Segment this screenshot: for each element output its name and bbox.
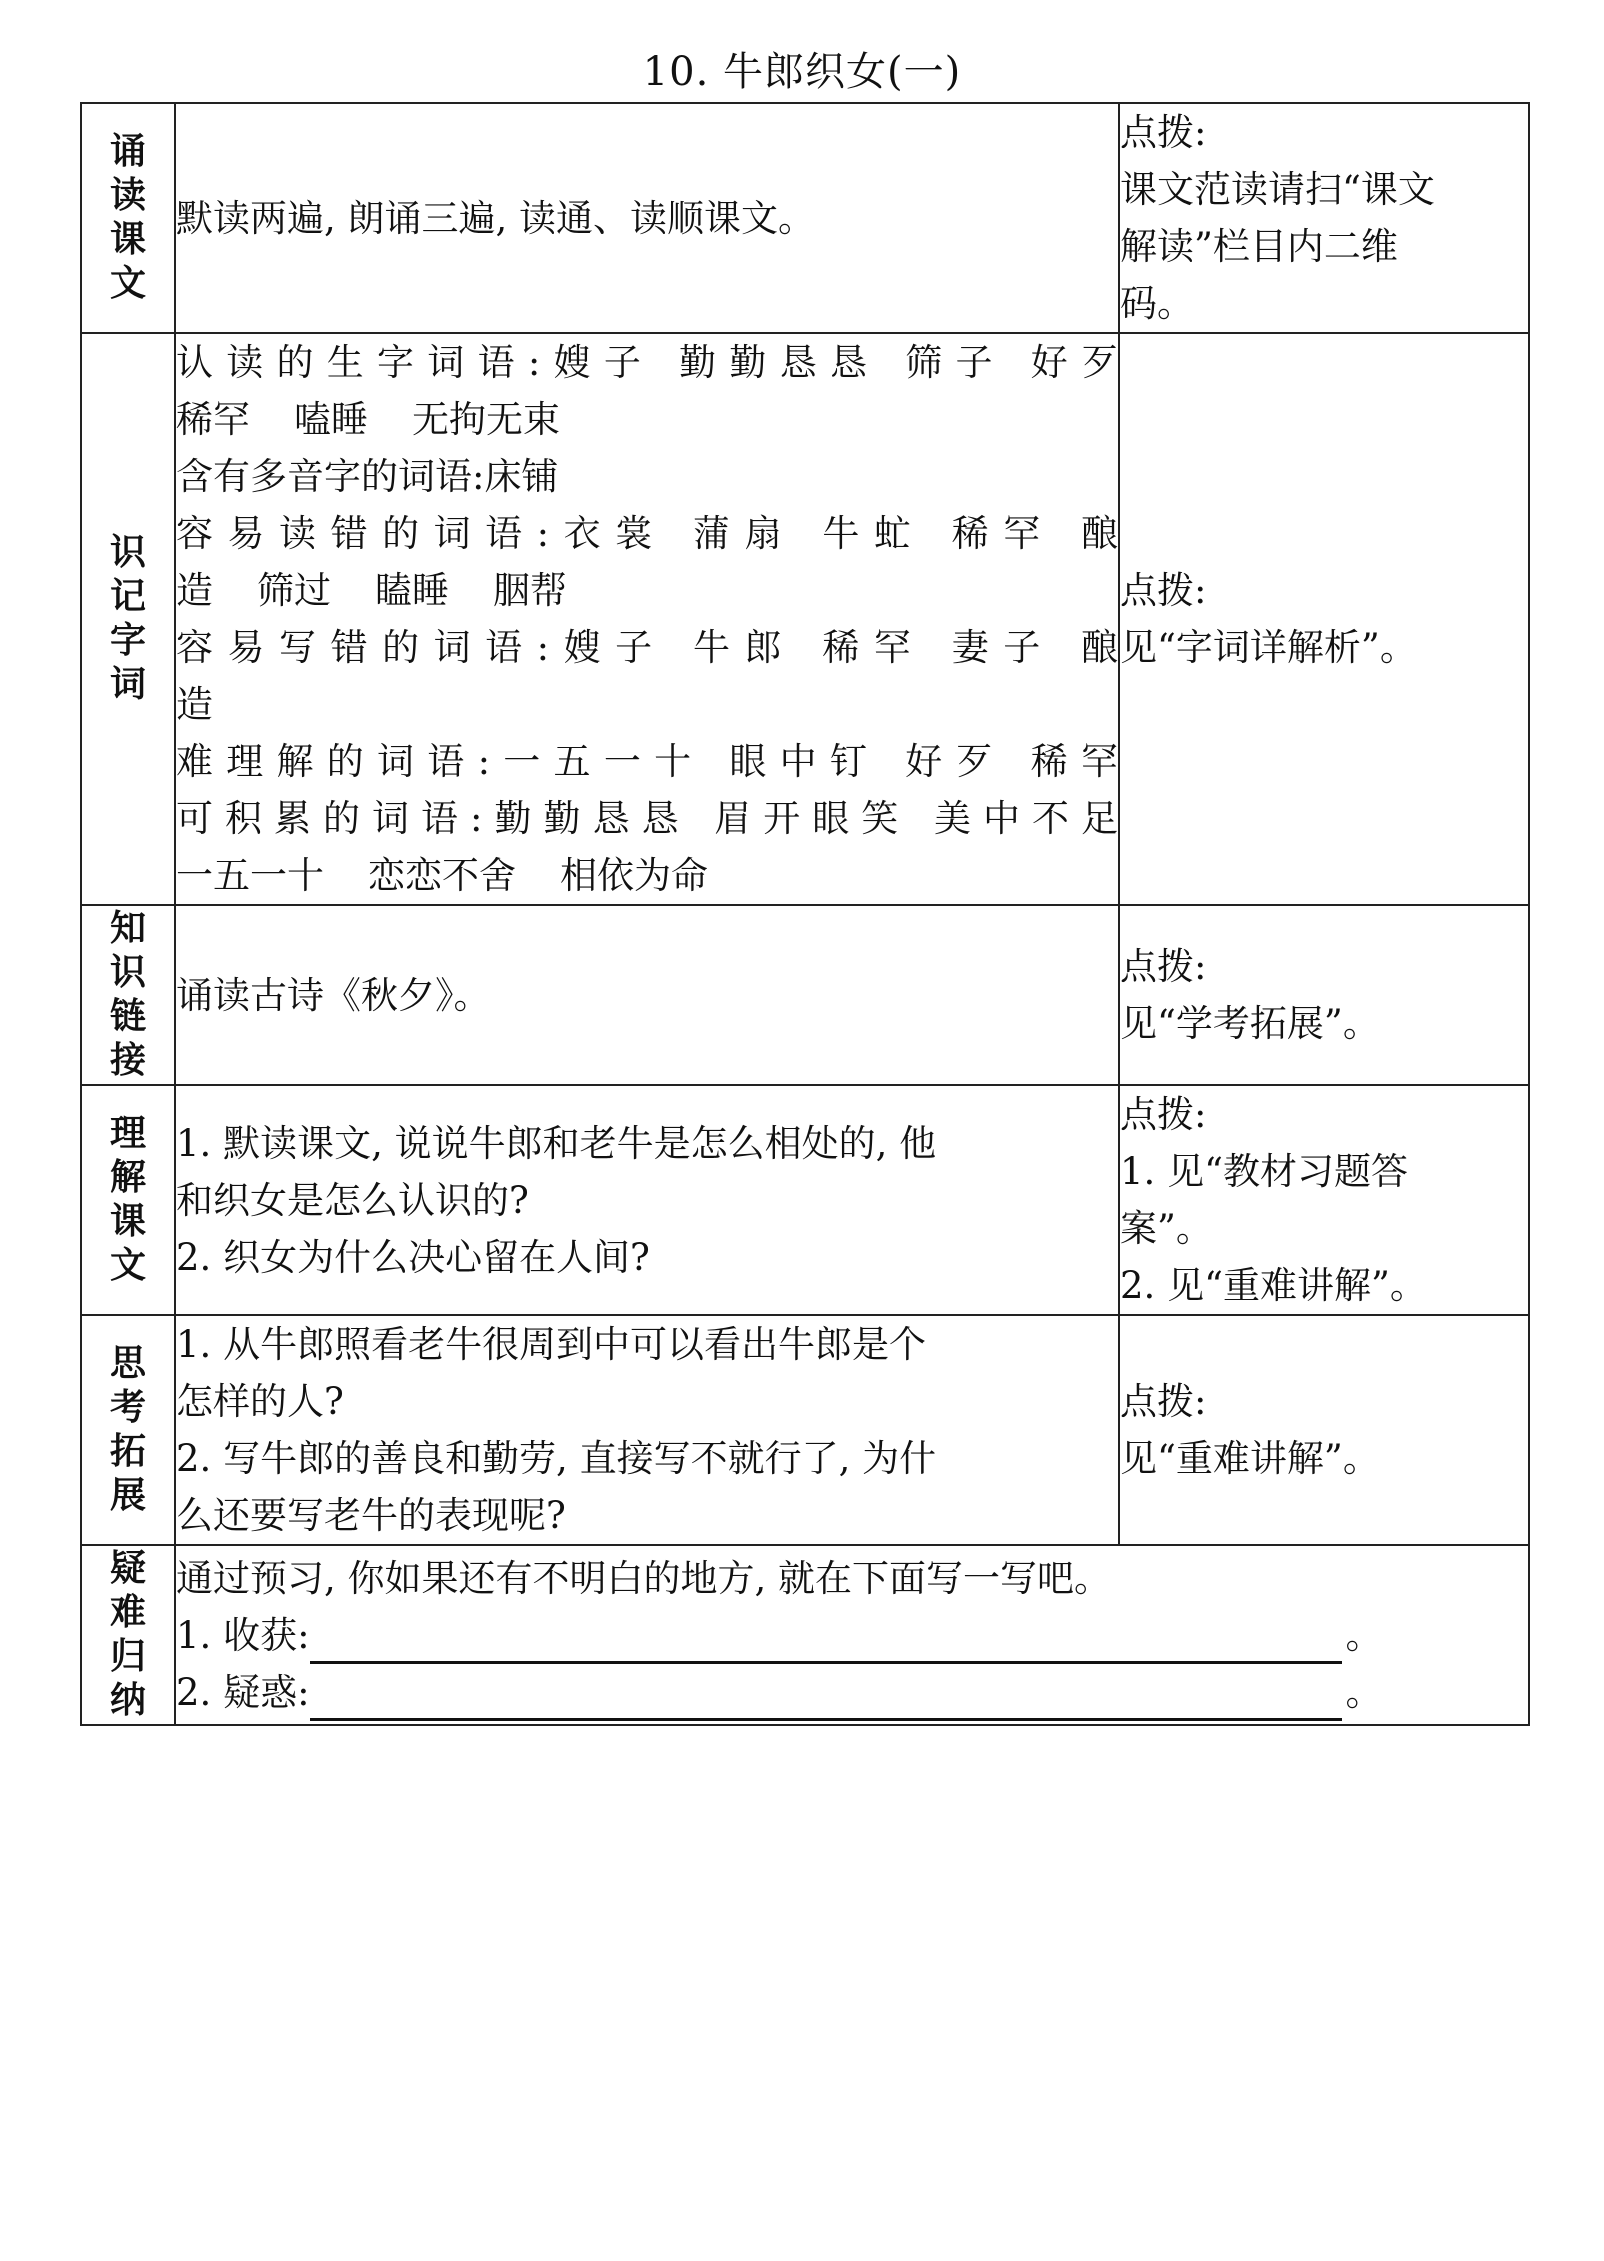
gains-end: 。 <box>1345 1613 1383 1657</box>
content-line: 默读两遍, 朗诵三遍, 读通、读顺课文。 <box>176 196 816 240</box>
tip-line: 课文范读请扫“课文 <box>1120 168 1435 211</box>
content-line: 么还要写老牛的表现呢? <box>176 1494 566 1537</box>
row-label-cell <box>81 103 175 333</box>
row-tip-cell <box>1119 905 1529 1085</box>
doubts-end: 。 <box>1345 1670 1383 1714</box>
row-label-cell <box>81 333 175 905</box>
tip-line: 2. 见“重难讲解”。 <box>1120 1264 1427 1307</box>
tip-line: 点拨: <box>1120 1380 1207 1423</box>
table-row-summary <box>81 1545 1529 1725</box>
tip-line: 解读”栏目内二维 <box>1120 225 1398 268</box>
doubts-input-line[interactable] <box>310 1674 1342 1721</box>
vocab-line: 可积累的词语:勤勤恳恳 眉开眼笑 美中不足 <box>176 797 1118 840</box>
doubts-field <box>176 1664 1528 1721</box>
vocab-line: 容易读错的词语:衣裳 蒲扇 牛虻 稀罕 酿 <box>176 512 1119 555</box>
row-label: 理 解 课 文 <box>109 1113 146 1286</box>
row-label: 知 识 链 接 <box>109 908 146 1081</box>
table-row-vocabulary <box>81 333 1529 905</box>
gains-input-line[interactable] <box>310 1617 1342 1664</box>
row-content-cell <box>175 905 1119 1085</box>
row-label-cell <box>81 905 175 1085</box>
table-row-knowledge-link <box>81 905 1529 1085</box>
preview-worksheet-table <box>80 102 1530 1726</box>
row-label-cell <box>81 1545 175 1725</box>
row-label-cell <box>81 1085 175 1315</box>
tip-line: 案”。 <box>1120 1207 1213 1250</box>
tip-line: 点拨: <box>1120 1093 1207 1136</box>
tip-line: 码。 <box>1120 282 1194 325</box>
vocab-line: 一五一十 恋恋不舍 相依为命 <box>176 854 708 897</box>
row-tip-cell <box>1119 1085 1529 1315</box>
tip-line: 点拨: <box>1120 111 1207 154</box>
summary-content-cell <box>175 1545 1529 1725</box>
content-line: 和织女是怎么认识的? <box>176 1178 529 1222</box>
content-line: 怎样的人? <box>176 1380 344 1423</box>
vocab-line: 稀罕 嗑睡 无拘无束 <box>176 398 560 441</box>
vocab-line: 造 筛过 瞌睡 胭帮 <box>176 569 567 612</box>
tip-line: 见“字词详解析”。 <box>1120 626 1417 669</box>
row-tip-cell <box>1119 333 1529 905</box>
row-label: 疑 难 归 纳 <box>109 1548 146 1721</box>
page-title: 10. 牛郎织女(一) <box>642 49 962 95</box>
tip-line: 1. 见“教材习题答 <box>1120 1150 1408 1193</box>
tip-line: 见“学考拓展”。 <box>1120 1002 1380 1045</box>
vocab-line: 难理解的词语:一五一十 眼中钉 好歹 稀罕 <box>176 740 1119 783</box>
vocab-line: 容易写错的词语:嫂子 牛郎 稀罕 妻子 酿 <box>176 626 1119 669</box>
content-line: 诵读古诗《秋夕》。 <box>176 973 491 1017</box>
table-row-thinking <box>81 1315 1529 1545</box>
content-line: 2. 写牛郎的善良和勤劳, 直接写不就行了, 为什 <box>176 1437 937 1480</box>
content-line: 2. 织女为什么决心留在人间? <box>176 1235 650 1279</box>
row-content-cell <box>175 1085 1119 1315</box>
vocab-line: 造 <box>176 683 213 726</box>
summary-intro: 通过预习, 你如果还有不明白的地方, 就在下面写一写吧。 <box>176 1556 1112 1600</box>
row-label: 思 考 拓 展 <box>109 1343 146 1516</box>
row-content-cell <box>175 1315 1119 1545</box>
table-row-recite <box>81 103 1529 333</box>
gains-label: 1. 收获: <box>176 1613 310 1657</box>
content-line: 1. 默读课文, 说说牛郎和老牛是怎么相处的, 他 <box>176 1121 937 1165</box>
vocab-line: 认读的生字词语:嫂子 勤勤恳恳 筛子 好歹 <box>176 341 1119 384</box>
table-row-understanding <box>81 1085 1529 1315</box>
vocab-line: 含有多音字的词语:床铺 <box>176 455 559 498</box>
row-tip-cell <box>1119 103 1529 333</box>
tip-line: 点拨: <box>1120 569 1207 612</box>
row-label-cell <box>81 1315 175 1545</box>
row-content-cell <box>175 103 1119 333</box>
tip-line: 见“重难讲解”。 <box>1120 1437 1380 1480</box>
tip-line: 点拨: <box>1120 945 1207 988</box>
row-tip-cell <box>1119 1315 1529 1545</box>
doubts-label: 2. 疑惑: <box>176 1670 310 1714</box>
row-label: 识 记 字 词 <box>109 532 146 705</box>
content-line: 1. 从牛郎照看老牛很周到中可以看出牛郎是个 <box>176 1323 927 1366</box>
row-content-cell <box>175 333 1119 905</box>
row-label: 诵 读 课 文 <box>109 131 146 304</box>
gains-field <box>176 1607 1528 1664</box>
